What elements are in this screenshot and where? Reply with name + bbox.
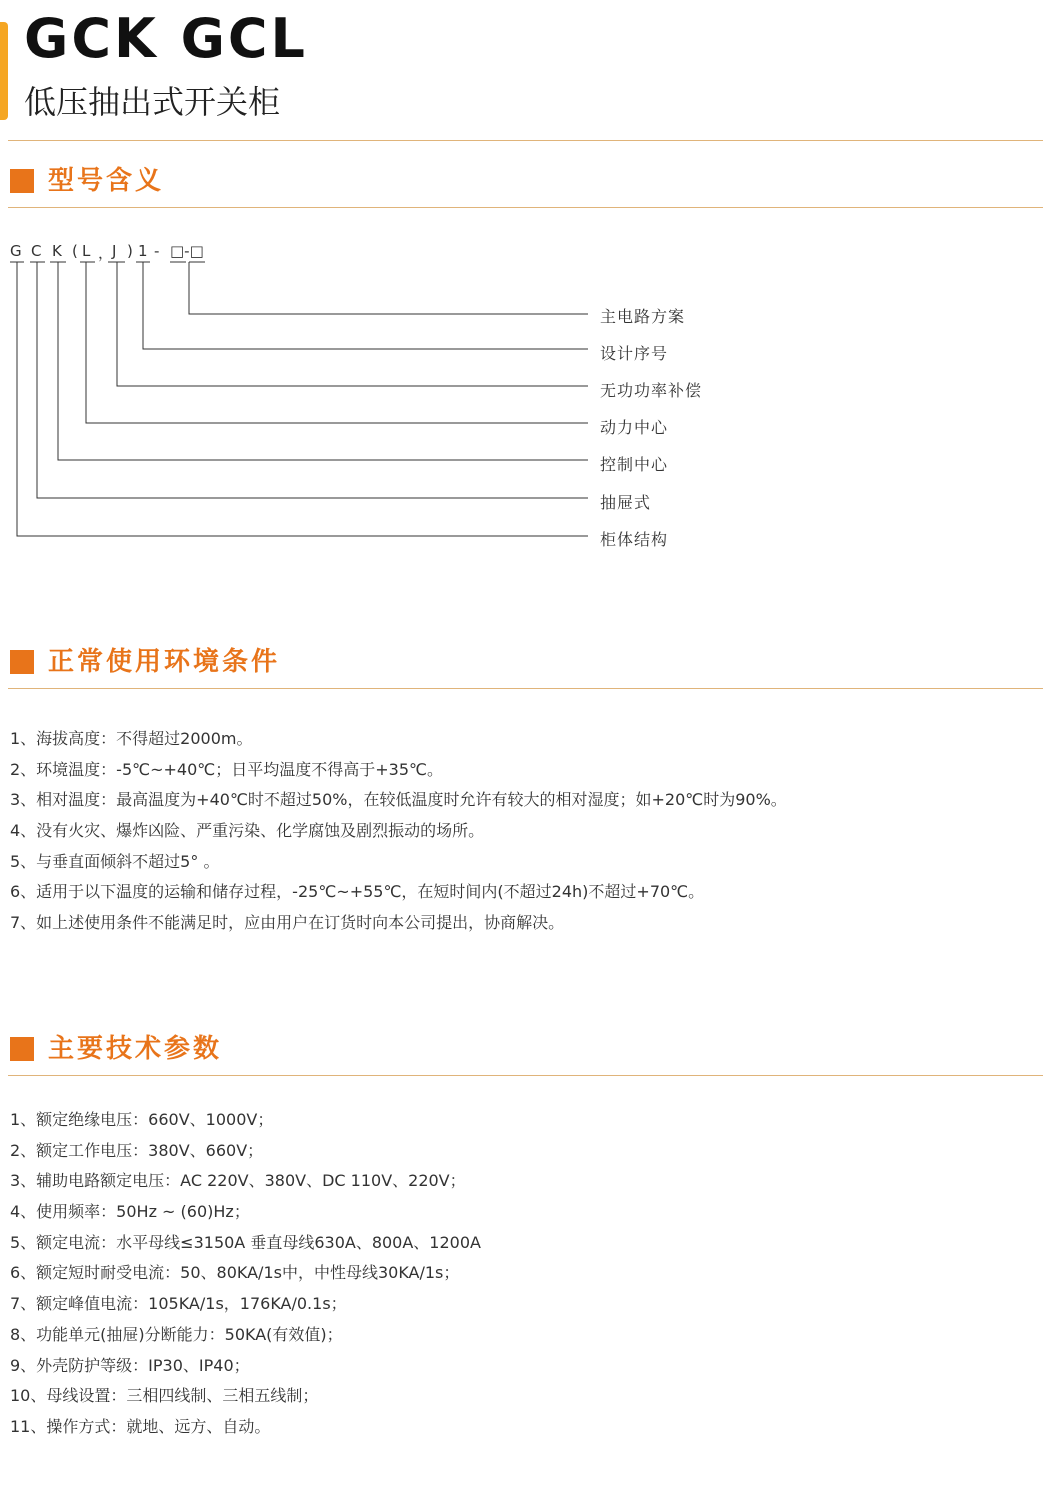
list-item: 1、额定绝缘电压：660V、1000V； [10,1110,274,1129]
accent-bar [0,22,8,120]
connector-design-serial [143,262,588,349]
connector-reactive-power [117,262,588,386]
connector-drawer-type [37,262,588,498]
list-item: 2、额定工作电压：380V、660V； [10,1140,264,1160]
connector-control-center [58,262,588,460]
heading-square-icon [10,1037,34,1061]
code-char: L [82,242,91,260]
code-char: K [52,242,62,260]
section-heading-environment [10,649,280,675]
list-item: 3、相对温度：最高温度为+40℃时不超过50%，在较低温度时允许有较大的相对湿度；如+20℃时为90%。 [10,790,787,810]
list-item: 5、额定电流：水平母线≤3150A 垂直母线630A、800A、1200A [10,1232,481,1252]
list-item: 10、母线设置：三相四线制、三相五线制； [10,1386,319,1406]
code-char: - [154,242,160,260]
section-heading-text: 型号含义 [48,166,165,196]
code-char: □-□ [170,242,204,260]
list-item: 6、适用于以下温度的运输和储存过程，-25℃~+55℃，在短时间内(不超过24h)不超过+70℃。 [10,882,705,902]
code-char: ) [127,242,133,260]
diagram-label: 柜体结构 [600,530,669,549]
code-char: J [112,242,117,260]
code-char: ( [72,242,78,260]
list-item: 3、辅助电路额定电压：AC 220V、380V、DC 110V、220V； [10,1171,466,1191]
list-item: 7、额定峰值电流：105KA/1s，176KA/0.1s； [10,1294,347,1314]
heading-square-icon [10,650,34,674]
section-divider [8,207,1043,208]
diagram-label: 控制中心 [600,455,669,474]
list-item: 7、如上述使用条件不能满足时，应由用户在订货时向本公司提出，协商解决。 [10,913,565,933]
list-item: 6、额定短时耐受电流：50、80KA/1s中，中性母线30KA/1s； [10,1263,460,1283]
section-heading-technical [10,1036,222,1062]
list-item: 2、环境温度：-5℃~+40℃；日平均温度不得高于+35℃。 [10,759,443,779]
heading-square-icon [10,169,34,193]
code-char: G [10,242,22,260]
list-item: 4、没有火灾、爆炸凶险、严重污染、化学腐蚀及剧烈振动的场所。 [10,821,485,841]
section-divider [8,688,1043,689]
diagram-label: 无功功率补偿 [600,381,703,400]
list-item: 4、使用频率：50Hz ~ (60)Hz； [10,1202,250,1222]
section-heading-text: 正常使用环境条件 [48,647,281,677]
diagram-label: 动力中心 [600,418,669,437]
connector-main-circuit [189,262,588,314]
section-divider [8,1075,1043,1076]
code-char: ， [98,244,114,262]
list-item: 1、海拔高度：不得超过2000m。 [10,729,253,748]
list-item: 5、与垂直面倾斜不超过5° 。 [10,851,220,871]
diagram-label: 设计序号 [600,344,669,363]
list-item: 8、功能单元(抽屉)分断能力：50KA(有效值)； [10,1324,343,1344]
brand-title: GCK GCL [24,7,308,70]
header-divider [8,140,1043,141]
environment-list [10,724,787,939]
section-heading-text: 主要技术参数 [48,1034,223,1064]
diagram-label: 主电路方案 [600,307,686,326]
section-heading-model-meaning [10,168,164,194]
list-item: 11、操作方式：就地、远方、自动。 [10,1416,271,1436]
technical-list [10,1105,481,1443]
diagram-label: 抽屉式 [600,493,652,512]
brand-subtitle: 低压抽出式开关柜 [24,83,281,121]
list-item: 9、外壳防护等级：IP30、IP40； [10,1355,250,1375]
code-char: C [31,242,42,260]
connector-cabinet-structure [17,262,588,536]
code-char: 1 [138,242,148,260]
connector-power-center [86,262,588,423]
